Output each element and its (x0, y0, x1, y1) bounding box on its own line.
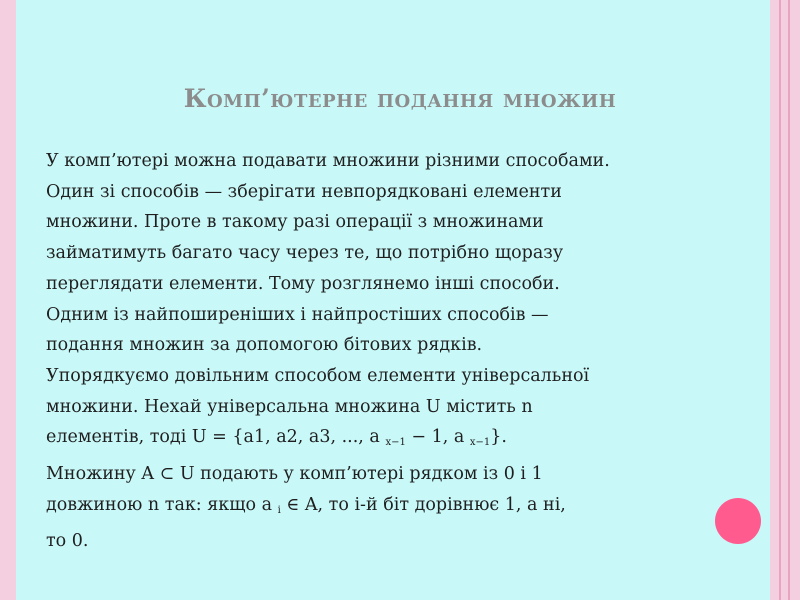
slide-body (46, 146, 726, 557)
formula-line (46, 422, 726, 459)
body-line: Упорядкуємо довільним способом елементи універсальної (46, 365, 590, 386)
formula-text: − 1, a (405, 427, 470, 448)
body-line: переглядати елементи. Тому розглянемо інші способи. (46, 273, 560, 294)
body-line: Одним із найпоширеніших і найпростіших способів — (46, 304, 549, 325)
body-line: займатимуть багато часу через те, що потрібно щоразу (46, 243, 564, 264)
body-line: множини. Нехай універсальна множина U містить n (46, 396, 533, 417)
formula-text: }. (490, 427, 507, 448)
body-line (46, 490, 726, 527)
body-line: Множину A ⊂ U подають у комп’ютері рядком із 0 і 1 (46, 464, 543, 485)
body-line: Один зі способів — зберігати невпорядковані елементи (46, 181, 562, 202)
body-line: то 0. (46, 531, 89, 552)
subscript: x−1 (469, 437, 491, 449)
line-text: ∈ A, то i-й біт дорівнює 1, а ні, (280, 494, 566, 515)
subscript: i (277, 504, 281, 516)
body-line: У комп’ютері можна подавати множини різними способами. (46, 151, 610, 171)
body-line: множини. Проте в такому разі операції з множинами (46, 212, 544, 233)
formula-text: елементів, тоді U = {a1, a2, a3, ..., a (46, 427, 386, 448)
subscript: x−1 (385, 437, 406, 449)
decorative-dot (715, 498, 761, 544)
line-text: довжиною n так: якщо a (46, 494, 278, 515)
body-line: подання множин за допомогою бітових рядків. (46, 335, 483, 356)
slide-title: Комп’ютерне подання множин (183, 84, 617, 113)
